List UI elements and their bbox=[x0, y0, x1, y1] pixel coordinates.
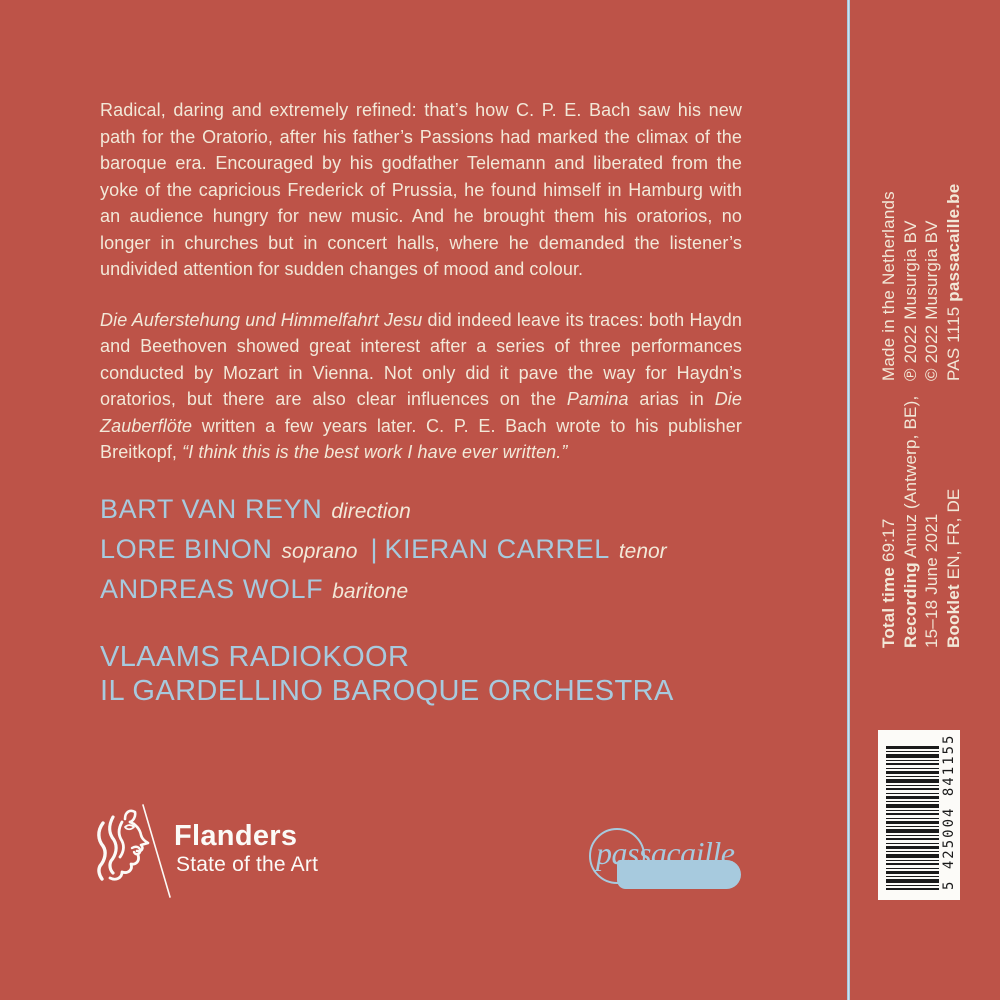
flanders-logo-title: Flanders bbox=[174, 820, 298, 852]
liner-notes-paragraph-2 bbox=[100, 307, 742, 466]
recording-label: Recording bbox=[900, 562, 920, 648]
paragraph2-text-1: did indeed leave its traces: both Haydn and Beethoven showed great interest after a series of three performances conducted by Mozart in Vienna. Not only did it pave the way for Haydn’s oratorios, but there are also clear influences on the bbox=[100, 309, 742, 409]
barcode-number: 5 425004 841155 bbox=[941, 733, 957, 890]
pamina-italic: Pamina bbox=[566, 389, 629, 409]
flanders-logo-subtitle: State of the Art bbox=[176, 853, 319, 876]
copyright-line: © 2022 Musurgia BV bbox=[922, 220, 941, 381]
recording-line bbox=[900, 396, 922, 648]
recording-venue: Amuz (Antwerp, BE), bbox=[900, 395, 920, 563]
spine-publisher-info bbox=[878, 184, 964, 381]
orchestra-name: IL GARDELLINO BAROQUE ORCHESTRA bbox=[100, 674, 674, 707]
barcode bbox=[878, 730, 960, 900]
performer-credits bbox=[100, 489, 667, 609]
work-title: Die Auferstehung und Himmelfahrt Jesu bbox=[100, 309, 423, 330]
made-in-line: Made in the Netherlands bbox=[879, 191, 898, 381]
bach-quote: “I think this is the best work I have ever written.” bbox=[182, 442, 568, 462]
total-time-label: Total time bbox=[879, 566, 898, 648]
conductor-name: BART VAN REYN bbox=[100, 494, 323, 524]
total-time-value: 69:17 bbox=[879, 518, 898, 567]
credit-line-direction bbox=[100, 489, 667, 529]
credit-line-soloists-2 bbox=[100, 569, 667, 609]
baritone-name: ANDREAS WOLF bbox=[100, 574, 324, 604]
catalog-number: PAS 1115 bbox=[943, 301, 963, 381]
total-time-line bbox=[878, 396, 900, 648]
conductor-role: direction bbox=[331, 500, 411, 523]
spine-recording-info bbox=[878, 396, 964, 648]
spine-fold-line bbox=[847, 0, 850, 1000]
tenor-role: tenor bbox=[618, 540, 667, 563]
credit-line-soloists-1 bbox=[100, 529, 667, 569]
paragraph2-text-3: written a few years later. C. P. E. Bach wrote to his publisher Breitkopf, bbox=[100, 415, 742, 462]
barcode-bars bbox=[886, 745, 939, 890]
booklet-label: Booklet bbox=[943, 584, 963, 648]
choir-name: VLAAMS RADIOKOOR bbox=[100, 641, 410, 673]
zauberflote-italic: Die Zauberflöte bbox=[100, 389, 742, 436]
phonogram-copyright-line: ℗ 2022 Musurgia BV bbox=[900, 220, 920, 381]
paragraph2-text-2: arias in bbox=[628, 389, 715, 409]
booklet-languages: EN, FR, DE bbox=[943, 488, 963, 585]
ensembles bbox=[100, 641, 674, 708]
flanders-slash bbox=[143, 805, 170, 897]
soprano-name: LORE BINON bbox=[100, 534, 273, 564]
catalog-line bbox=[943, 184, 965, 381]
flanders-lion-icon bbox=[88, 800, 180, 905]
liner-notes-paragraph-1: Radical, daring and extremely refined: that’s how C. P. E. Bach saw his new path for the Oratorio, after his father’s Passions had marked the climax of the baroque era. Encouraged by his godfather Telemann and liberated from the yoke of the capricious Frederick of Prussia, he found himself in Hamburg with an audience hungry for new music. And he brought them his oratorios, no longer in churches but in concert halls, where he demanded the listener’s undivided attention for sudden changes of mood and colour. bbox=[100, 100, 742, 279]
liner-notes bbox=[100, 97, 742, 490]
booklet-line bbox=[943, 396, 965, 648]
credits-separator: | bbox=[370, 534, 378, 564]
recording-dates: 15–18 June 2021 bbox=[922, 513, 941, 648]
passacaille-wordmark: passacaille bbox=[596, 835, 735, 871]
tenor-name: KIERAN CARREL bbox=[384, 534, 610, 564]
baritone-role: baritone bbox=[332, 580, 409, 603]
soprano-role: soprano bbox=[281, 540, 358, 563]
label-website: passacaille.be bbox=[943, 183, 963, 302]
